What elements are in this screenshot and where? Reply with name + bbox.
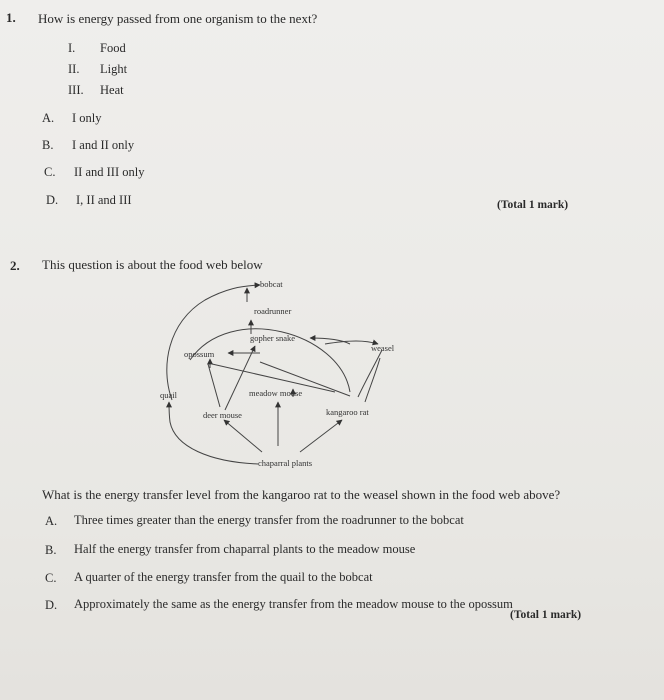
q2-option-d-text: Approximately the same as the energy transfer from the meadow mouse to the opossum (74, 597, 513, 611)
q1-option-b-text: I and II only (72, 138, 135, 152)
q1-statement-text: Heat (100, 83, 124, 97)
q2-option-b-letter: B. (45, 543, 57, 557)
arrow-plants-to-deer-mouse (224, 420, 262, 452)
q2-option-a-text: Three times greater than the energy transfer from the roadrunner to the bobcat (74, 513, 464, 527)
q2-option-d-letter: D. (45, 598, 58, 612)
arrow-plants-to-kangaroo-rat (300, 420, 342, 452)
question-1-number: 1. (6, 10, 16, 25)
arrow-kangaroo-to-weasel (358, 350, 382, 397)
label-kangaroo-rat: kangaroo rat (326, 407, 369, 417)
label-chaparral-plants: chaparral plants (258, 458, 313, 468)
question-2-number: 2. (10, 258, 20, 273)
q1-option-d-text: I, II and III (76, 193, 132, 207)
food-web-diagram (150, 272, 410, 472)
q2-option-b-text: Half the energy transfer from chaparral plants to the meadow mouse (74, 542, 416, 556)
question-2-intro: This question is about the food web below (42, 257, 263, 272)
q1-total-mark: (Total 1 mark) (497, 199, 569, 211)
q2-option-c-text: A quarter of the energy transfer from the quail to the bobcat (74, 570, 373, 584)
q1-option-a-letter: A. (42, 111, 55, 125)
q1-statement-text: Light (100, 62, 128, 76)
label-weasel: weasel (371, 343, 395, 353)
q1-statement-text: Food (100, 41, 126, 55)
q2-option-a-letter: A. (45, 514, 58, 528)
q2-option-c-letter: C. (45, 571, 57, 585)
arrow-kangaroo-rat-weasel-2 (365, 358, 380, 402)
question-2-text: What is the energy transfer level from the kangaroo rat to the weasel shown in the food web above? (42, 487, 561, 502)
q1-option-c-text: II and III only (74, 165, 145, 179)
q1-statement-numeral: III. (68, 83, 84, 97)
label-quail: quail (160, 390, 177, 400)
q1-statement-numeral: I. (68, 41, 76, 55)
label-meadow-mouse: meadow mouse (249, 388, 303, 398)
question-1-text: How is energy passed from one organism to the next? (38, 11, 318, 26)
q1-option-a-text: I only (72, 111, 102, 125)
line-cross-1 (208, 364, 220, 407)
label-roadrunner: roadrunner (254, 306, 292, 316)
q1-option-d-letter: D. (46, 193, 59, 207)
label-gopher-snake: gopher snake (250, 333, 296, 343)
label-deer-mouse: deer mouse (203, 410, 242, 420)
label-bobcat: bobcat (260, 279, 283, 289)
q1-statement-numeral: II. (68, 62, 80, 76)
label-opossum: opossum (184, 349, 215, 359)
q1-option-b-letter: B. (42, 138, 54, 152)
q2-total-mark: (Total 1 mark) (510, 609, 582, 621)
arrow-deer-mouse-to-snake (225, 346, 255, 410)
q1-option-c-letter: C. (44, 165, 56, 179)
